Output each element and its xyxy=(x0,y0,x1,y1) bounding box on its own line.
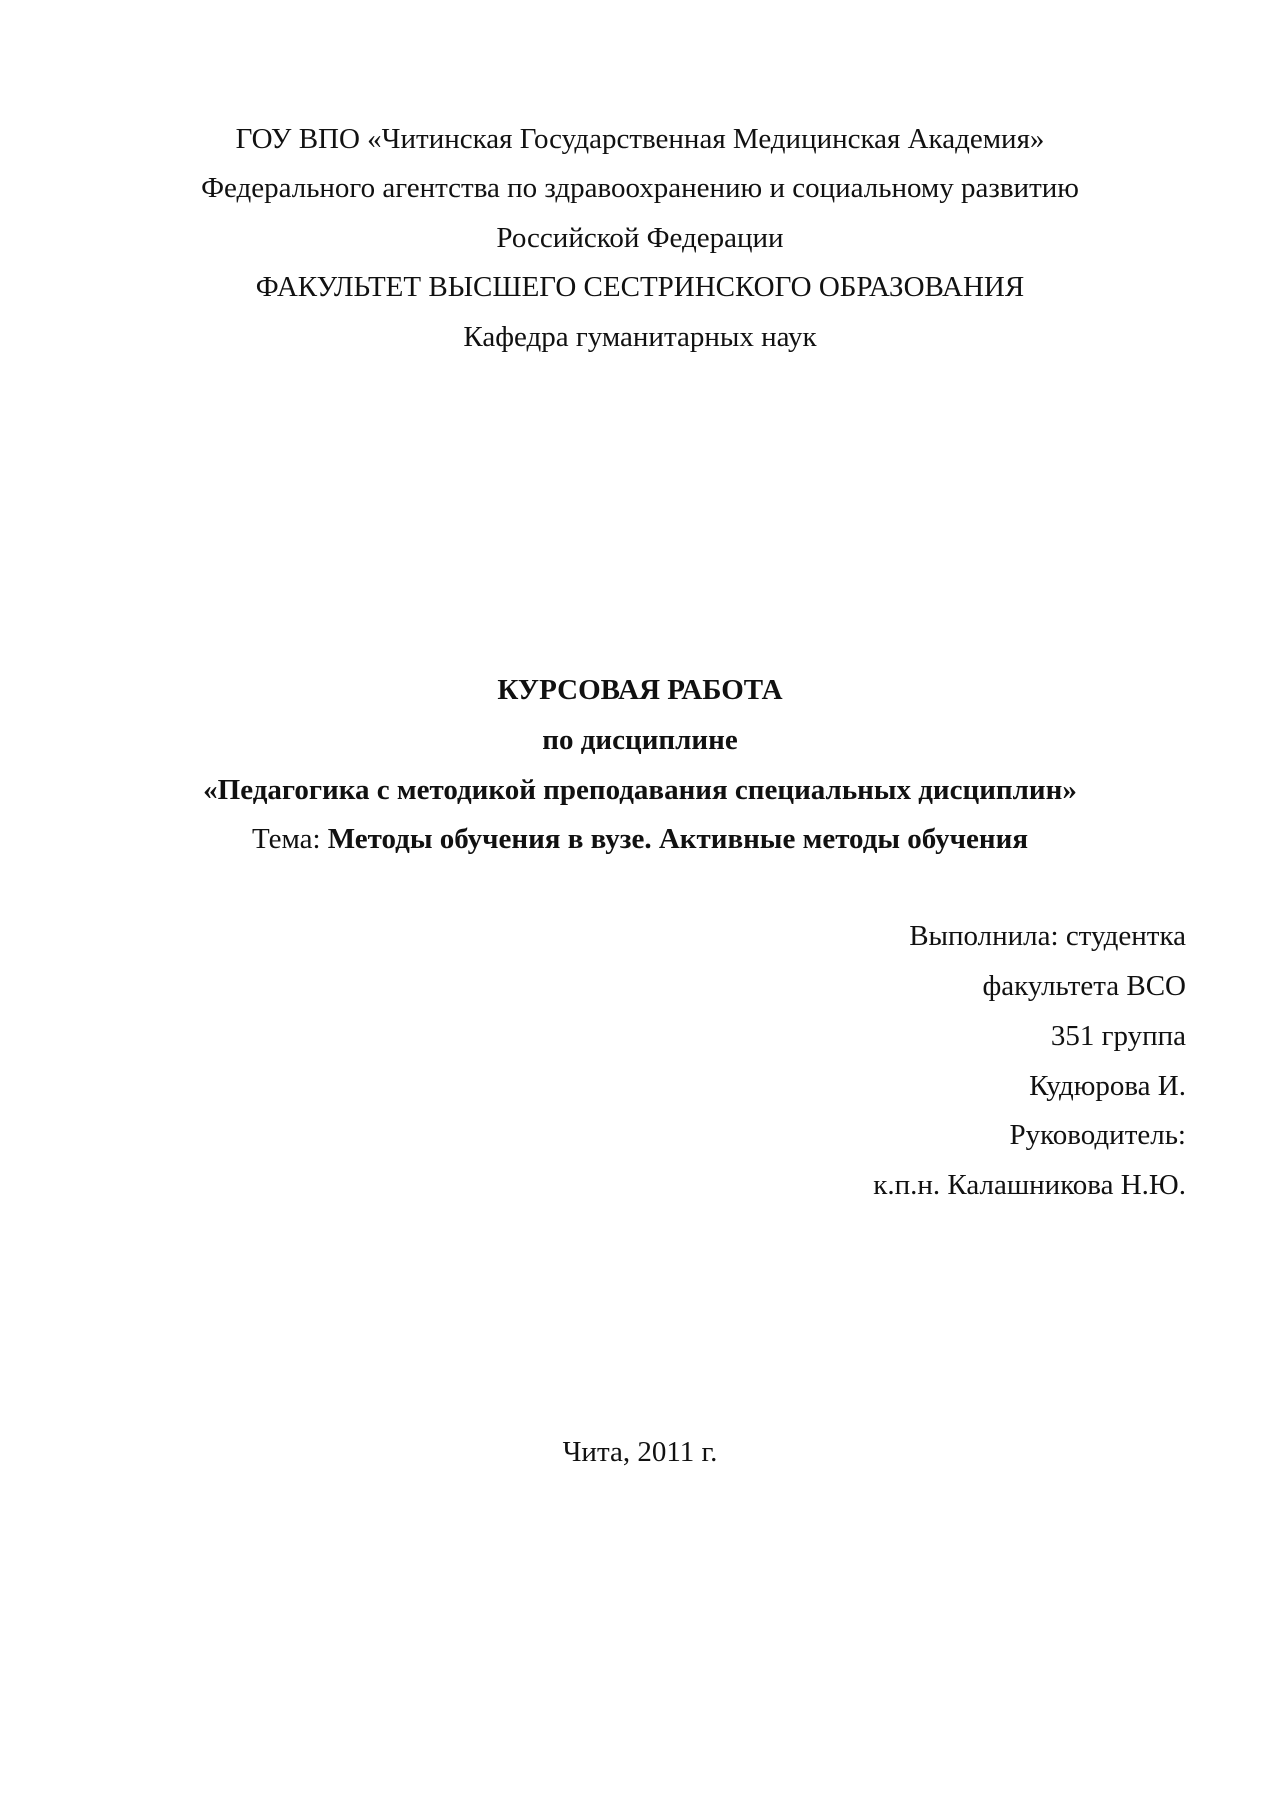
group-number: 351 группа xyxy=(1050,1020,1186,1052)
work-type-title: КУРСОВАЯ РАБОТА xyxy=(497,674,783,706)
discipline-name: «Педагогика с методикой преподавания специальных дисциплин» xyxy=(203,774,1077,806)
faculty-short: факультета ВСО xyxy=(982,970,1186,1002)
topic-label: Тема: xyxy=(251,823,328,855)
discipline-label: по дисциплине xyxy=(542,724,738,756)
institution-name: ГОУ ВПО «Читинская Государственная Медицинская Академия» xyxy=(235,123,1045,155)
author-name: Кудюрова И. xyxy=(1029,1070,1186,1102)
department-name: Кафедра гуманитарных наук xyxy=(463,321,817,353)
performed-by: Выполнила: студентка xyxy=(909,920,1186,952)
topic-line xyxy=(0,821,1280,857)
faculty-name: ФАКУЛЬТЕТ ВЫСШЕГО СЕСТРИНСКОГО ОБРАЗОВАНИЯ xyxy=(255,271,1025,303)
agency-name: Федерального агентства по здравоохранению и социальному развитию xyxy=(201,172,1079,204)
supervisor-label: Руководитель: xyxy=(1009,1119,1186,1151)
city-year: Чита, 2011 г. xyxy=(562,1436,718,1468)
country-name: Российской Федерации xyxy=(496,222,784,254)
supervisor-name: к.п.н. Калашникова Н.Ю. xyxy=(873,1169,1186,1201)
topic-text: Методы обучения в вузе. Активные методы обучения xyxy=(327,823,1029,855)
